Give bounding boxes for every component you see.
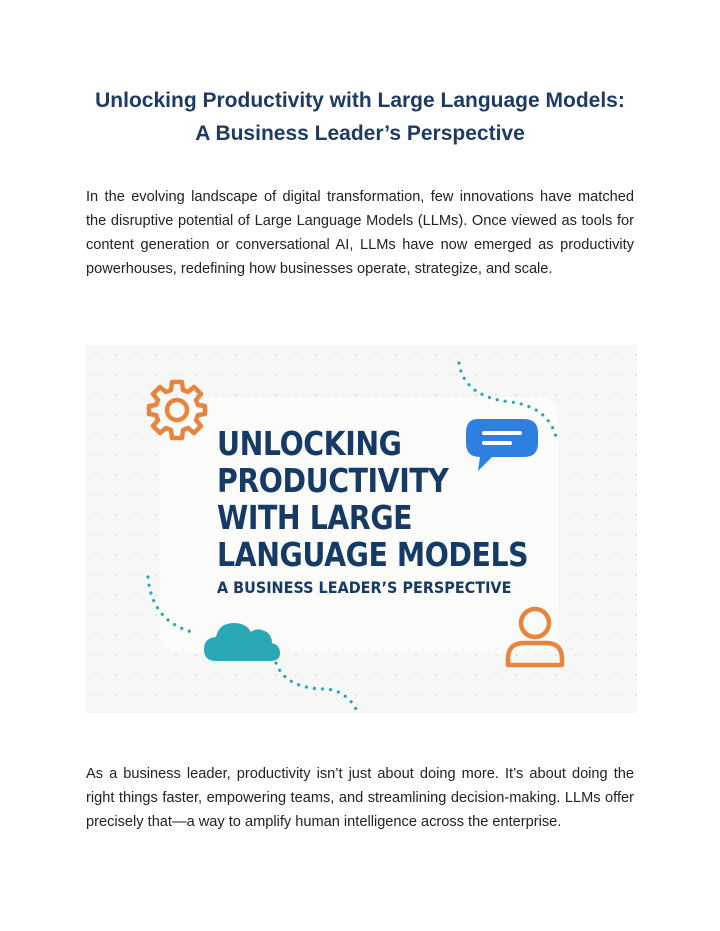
banner-subheading: A BUSINESS LEADER’S PERSPECTIVE	[217, 578, 512, 597]
page-title-line-2: A Business Leader’s Perspective	[195, 122, 525, 145]
banner-heading-line-4: LANGUAGE MODELS	[217, 535, 529, 574]
page-title-line-1: Unlocking Productivity with Large Language Models:	[95, 89, 625, 112]
banner-image	[86, 345, 637, 713]
banner-heading-line-3: WITH LARGE	[217, 498, 413, 537]
banner-heading	[217, 425, 528, 573]
intro-paragraph: In the evolving landscape of digital transformation, few innovations have matched the disruptive potential of Large Language Models (LLMs). Once viewed as tools for content generation or conversational AI, LLMs have now emerged as productivity powerhouses, redefining how businesses operate, strategize, and scale.	[86, 189, 634, 277]
banner-heading-line-1: UNLOCKING	[217, 424, 402, 463]
closing-paragraph: As a business leader, productivity isn’t just about doing more. It’s about doing the right things faster, empowering teams, and streamlining decision-making. LLMs offer precisely that—a way to amplify human intelligence across the enterprise.	[86, 766, 634, 830]
banner-heading-line-2: PRODUCTIVITY	[217, 461, 449, 500]
page-title	[0, 84, 720, 150]
